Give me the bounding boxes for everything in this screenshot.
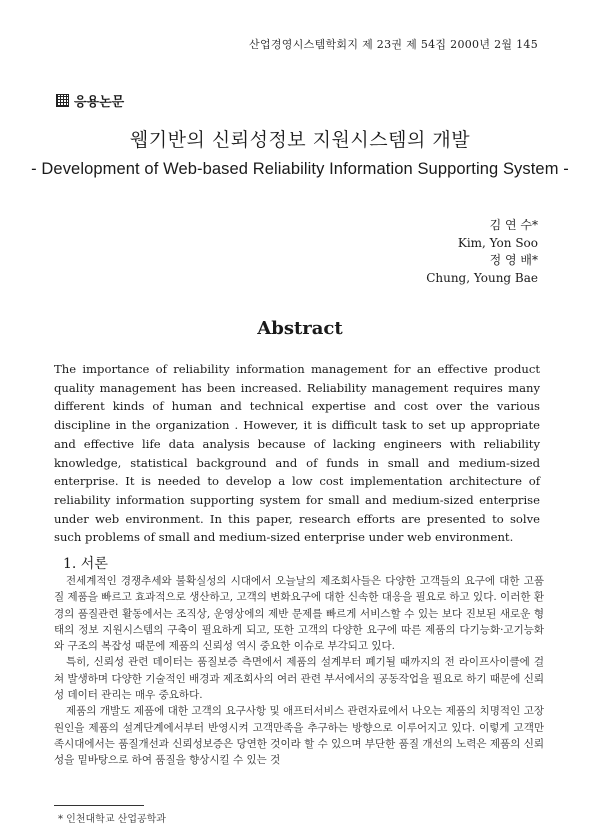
paper-title-english: - Development of Web-based Reliability Information Supporting System - [31, 160, 569, 178]
running-header: 산업경영시스템학회지 제 23권 제 54집 2000년 2월 145 [249, 38, 538, 51]
abstract-heading: Abstract [257, 318, 343, 339]
paper-category [56, 91, 124, 110]
paper-title-korean: 웹기반의 신뢰성정보 지원시스템의 개발 [129, 129, 471, 151]
body-paragraph: 특히, 신뢰성 관련 데이터는 품질보증 측면에서 제품의 설계부터 폐기될 때까지의 전 라이프사이클에 걸쳐 발생하며 다양한 기술적인 배경과 제조회사의 여러 관련 부서에서의 공동작업을 필요로 하기 때문에 신뢰성 데이터 관리는 매우 중요하다. [54, 656, 544, 702]
author-block [426, 217, 538, 287]
author-name-ko-1: 김 연 수* [489, 218, 538, 232]
body-paragraph: 전세계적인 경쟁추세와 불확실성의 시대에서 오늘날의 제조회사들은 다양한 고객들의 요구에 대한 고품질 제품을 빠르고 효과적으로 생산하고, 고객의 변화요구에 대한 신속한 대응을 필요로 하고 있다. 이러한 환경의 품질관련 활동에서는 조직상, 운영상에의 제반 문제를 빠르게 서비스할 수 있는 보다 진보된 새로운 형태의 정보 지원시스템의 구축이 필요하게 되고, 또한 고객의 다양한 요구에 따른 제품의 다기능화·고기능화와 구조의 복잡성 때문에 제품의 신뢰성 역시 중요한 이슈로 부각되고 있다. [54, 575, 544, 653]
category-label: 응용논문 [74, 95, 125, 110]
footnote: * 인천대학교 산업공학과 [58, 814, 166, 825]
section-heading: 1. 서론 [63, 556, 108, 572]
hatched-square-icon [56, 94, 69, 107]
body-paragraph: 제품의 개발도 제품에 대한 고객의 요구사항 및 애프터서비스 관련자료에서 나오는 제품의 치명적인 고장원인을 제품의 설계단계에서부터 반영시켜 고객만족을 추구하는 방향으로 이루어지고 있다. 이렇게 고객만족시대에서는 품질개선과 신뢰성보증은 당연한 것이라 할 수 있으며 부단한 품질 개선의 노력은 제품의 신뢰성을 밑바탕으로 하여 품질을 향상시킬 수 있는 것 [54, 705, 544, 767]
author-name-en-1: Kim, Yon Soo [457, 235, 538, 250]
author-name-ko-2: 정 영 배* [489, 253, 538, 267]
abstract-text: The importance of reliability information management for an effective product quality management has been increased. Reliability management requires many different kinds of human and technical expertise and cost over the various discipline in the organization . However, it is difficult task to set up appropriate and effective life data analysis because of lacking engineers with reliability knowledge, statistical background and of funds in small and medium-sized enterprise. It is needed to develop a low cost implementation architecture of reliability information supporting system for small and medium-sized enterprise under web environment. In this paper, research efforts are presented to solve such problems of small and medium-sized enterprise under web environment. [54, 362, 540, 545]
section-body [54, 573, 544, 769]
author-name-en-2: Chung, Young Bae [426, 270, 538, 285]
footnote-divider [54, 805, 144, 806]
